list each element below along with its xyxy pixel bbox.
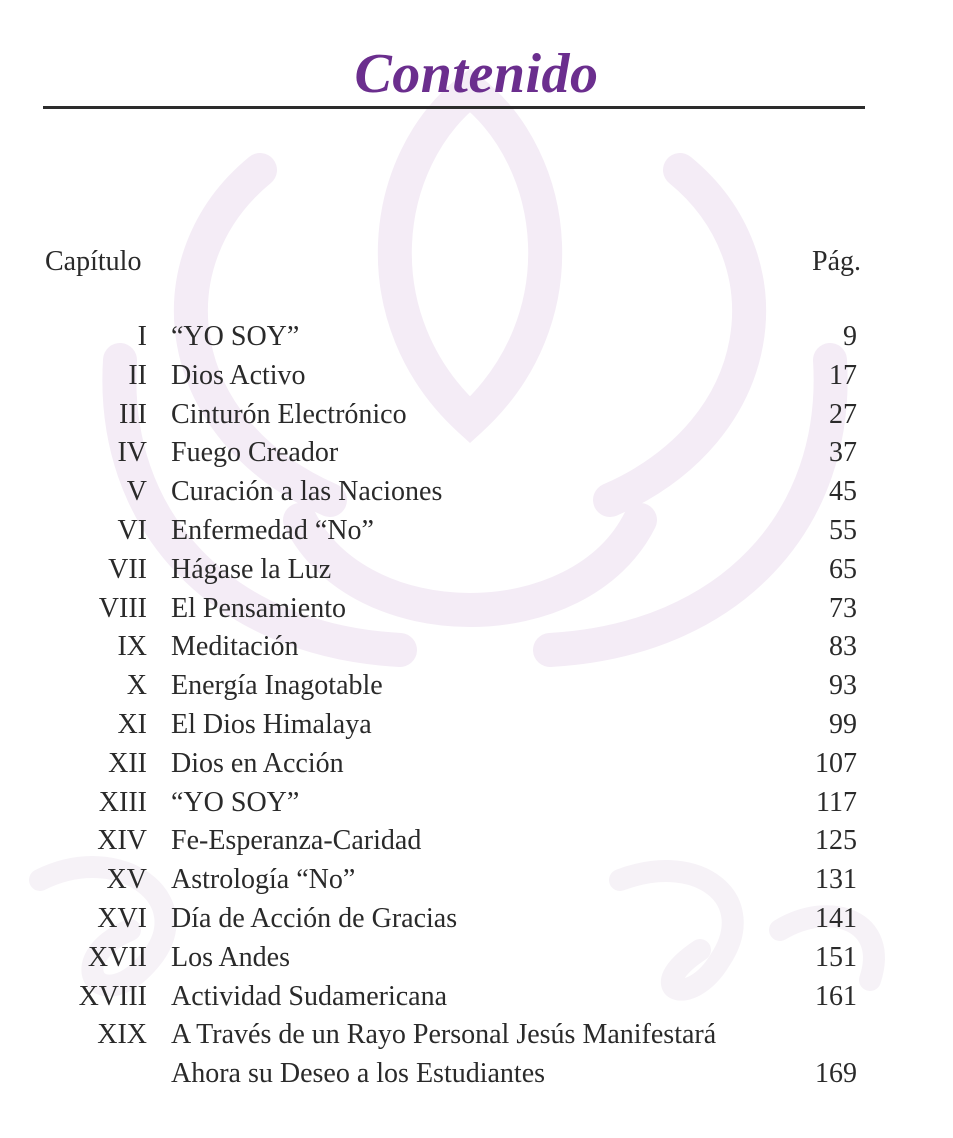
chapter-title-continuation: Ahora su Deseo a los Estudiantes [171, 1058, 546, 1090]
toc-row [0, 900, 953, 939]
chapter-title: Fe-Esperanza-Caridad [171, 825, 422, 857]
chapter-number: XI [117, 708, 147, 740]
chapter-title: Día de Acción de Gracias [171, 902, 458, 934]
chapter-title: El Pensamiento [171, 592, 346, 624]
toc-row [0, 590, 953, 629]
toc-row [0, 551, 953, 590]
chapter-number: XII [108, 747, 147, 779]
chapter-number: VIII [98, 592, 147, 624]
toc-row [0, 318, 953, 357]
chapter-number: XVII [87, 941, 147, 973]
toc-row [0, 357, 953, 396]
chapter-title: Actividad Sudamericana [171, 980, 448, 1012]
chapter-page: 107 [815, 747, 857, 779]
chapter-page: 131 [815, 864, 857, 896]
toc-row [0, 822, 953, 861]
chapter-page: 55 [829, 514, 857, 546]
toc-row [0, 1016, 953, 1090]
chapter-title: Dios Activo [171, 359, 306, 391]
chapter-title: Fuego Creador [171, 437, 339, 469]
toc-row [0, 939, 953, 978]
chapter-page: 169 [815, 1058, 857, 1090]
page-column-header: Pág. [812, 246, 861, 277]
chapter-title: Curación a las Naciones [171, 476, 443, 508]
chapter-page: 83 [829, 631, 857, 663]
toc-row [0, 667, 953, 706]
chapter-number: X [126, 670, 147, 702]
toc-row [0, 512, 953, 551]
chapter-page: 141 [815, 902, 857, 934]
chapter-page: 99 [829, 708, 857, 740]
chapter-page: 161 [815, 980, 857, 1012]
toc-row [0, 434, 953, 473]
chapter-title: “YO SOY” [171, 786, 300, 818]
chapter-number: I [137, 321, 147, 352]
chapter-title: Energía Inagotable [171, 670, 383, 702]
chapter-page: 125 [815, 825, 857, 857]
toc-row [0, 473, 953, 512]
chapter-page: 93 [829, 670, 857, 702]
chapter-number: XIV [97, 825, 147, 857]
chapter-page: 9 [843, 321, 857, 352]
chapter-number: IX [117, 631, 147, 663]
chapter-number: IV [117, 437, 147, 469]
chapter-page: 27 [829, 398, 857, 430]
toc-row [0, 396, 953, 435]
chapter-number: XV [106, 864, 147, 896]
toc-row [0, 628, 953, 667]
chapter-title: Meditación [171, 631, 299, 663]
chapter-number: V [126, 476, 147, 508]
title-divider [43, 106, 865, 109]
toc-row [0, 745, 953, 784]
chapter-title: Enfermedad “No” [171, 514, 374, 546]
toc-row [0, 706, 953, 745]
chapter-title: Los Andes [171, 941, 290, 973]
toc-row [0, 978, 953, 1017]
chapter-page: 73 [829, 592, 857, 624]
chapter-number: III [119, 398, 147, 430]
chapter-page: 117 [816, 786, 857, 818]
chapter-number: XVI [97, 902, 147, 934]
chapter-number: XVIII [78, 980, 147, 1012]
table-of-contents [0, 318, 953, 1090]
chapter-number: XIX [97, 1019, 147, 1051]
chapter-column-header: Capítulo [45, 246, 142, 277]
chapter-title: Astrología “No” [171, 864, 356, 896]
page-title: Contenido [354, 43, 599, 105]
chapter-title: A Través de un Rayo Personal Jesús Manifestará [171, 1019, 717, 1051]
chapter-number: VI [117, 514, 147, 546]
toc-row [0, 784, 953, 823]
chapter-number: VII [108, 553, 147, 585]
chapter-page: 65 [829, 553, 857, 585]
chapter-title: Cinturón Electrónico [171, 398, 407, 430]
chapter-page: 45 [829, 476, 857, 508]
chapter-page: 37 [829, 437, 857, 469]
chapter-title: El Dios Himalaya [171, 708, 372, 740]
chapter-title: Dios en Acción [171, 747, 344, 779]
chapter-number: XIII [98, 786, 147, 818]
chapter-page: 17 [829, 359, 857, 391]
chapter-title: “YO SOY” [171, 321, 300, 352]
chapter-page: 151 [815, 941, 857, 973]
chapter-number: II [128, 359, 147, 391]
toc-row [0, 861, 953, 900]
chapter-title: Hágase la Luz [171, 553, 332, 585]
